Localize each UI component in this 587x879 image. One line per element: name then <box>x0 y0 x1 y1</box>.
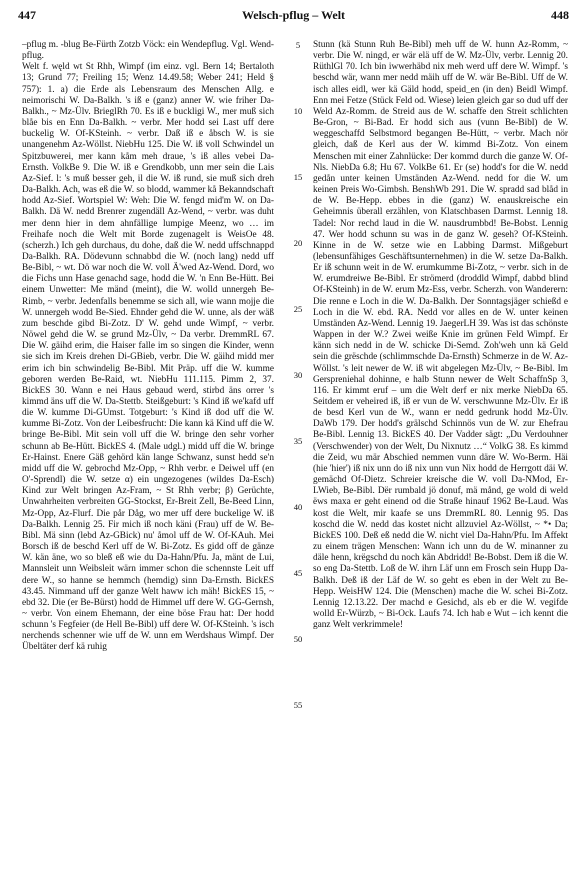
line-number: 45 <box>293 568 303 578</box>
right-entry-text: Stunn (kä Stunn Ruh Be-Bibl) meh uff de W. hunn Az-Romm, ~ verbr. Die W. ningd, er wär elä uff de W. Mz-Ülv, verbr. Lennig 20. RüthlGl 70. Ich bin iwwerhäbd nix meh werd uff dere W. Wimpf. 's beschd wär, wann mer nedd mäih uff de W. wär Be-Bibl. Uff de W. isch alles eidl, wer kä Gäld hodd, speid_en (in den) Beidl Wimpf. Enn mei Fetze (Stück Feld od. Wiese) leien gleich gar so dud uff der Weld Az-Romm. de Streid aus de W. schaffe den Streit schlichten Be-Gron, ~ Bi-Bad. Er hodd sich aus (vunn Be-Bibl) de W. weggeschaffd Selbstmord begangen Be-Hütt, ~ verbr. Mach nör gleich, daß de Kerl aus der W. kimmd Bi-Zotz. Von einem Menschen mit einer Zahnlücke: Der kommd durch die ganze W. Of-Nls. NiebDa 6.8; Hu 67. VolkBe 61. Er (se) hodd's for die W. nedd gedån unter keinen Umständen Az-Wend. nedd for die W. um keinen Preis Wo-Gimbsh. BenshWb 291. Die W. spradd sad blåd in de W. Be-Hepp. ebbes in die (ganz) W. enauskreische ein Geheimnis überall erzählen, von Klatschbasen Darmst. Lennig 18. Tadel: Nor rechd laud in die W. nausdrumbbd! Be-Bobst. Lennig 47. Wer hodd schunn su was in de ganz W. geseh? Of-KSteinh. Kinne in de W. setze wie en Labbing Darmst. Mißgeburt (lebensunfähiges Geschäftsunternehmen) in die W. setze Da-Balkh. Er iß schunn weit in de W. erumkumme Bi-Zotz, ~ verbr. sich in de W. erumdreiwe Be-Bibl. Er strömerd (droddld Wimpf, dabbd blind Of-KSteinh) in de W. erum Mz-Ess, verbr. Scherzh. von Wanderern: Die renne e Loch in die W. Da-Balkh. Der Sonntagsjäger schießd e Loch in die W. ebd. RA. Nedd vor alles en de W. unter keinen Umständen Az-Wend. Lennig 19. JaegerLH 39. Was ist das schönste Wappen in der W.? Zwei weiße Knie im grünen Feld Wimpf. Er känn sich nedd in de W. schicke Di-Semd. Zoh'weh unn kä Geld sein die grëschde (schlimmschde Da-Ernsth) Schmerze in de W. Az-Wöllst. 's leit newer de W. iß wit abgelegen Mz-Ülv, ~ Be-Bibl. Im Gerspreniehal dohinne, e halb Stunn newer de Welt SchaffnSp 3, 116. Er kimmt eruf – um die Welt derf er nix merke NiebDa 65. Seitdem er veheired iß, iß er vun de W. verschwunne Mz-Ülv. Er iß de besd Kerl vun de W., wann er nedd gedrunk hodd Mz-Ülv. DaWb 179. Der hodd's grälschd Schinnös vun de W. zur Ehefrau Be-Bibl. Lennig 13. BickES 40. Der Vadder sägt: „Du Verdouhner (Verschwender) von der Welt, Du Nixnutz …“ VolkG 38. Es kimmd die Zeid, wu mär Abschied nemmen vunn däre W. Wo-Berm. Häi (hie 'hier') iß nix unn do iß nix unn vun Nix hodd de Herrgott däi W. gemächd Of-Dietz. Schreier kreische die W. voll Da-NMod, Er-LWieb, Be-Bibl. Dër rumbald jö donuf, mä månd, ge wold di weld ëws maxa er geht einend od die Straße hinauf 1962 Be-Laud. Was kost die Welt, mir kaafe se uns DremmRL 80. Lennig 95. Das koschd die W. nedd das kostet nicht allzuviel Az-Wöllst, ~ *• Da; BickES 100. Deß eß nedd die W. nicht viel Da-Hahn/Pfu. Im Affekt zu einem trägen Menschen: Wann ich unn du de W. minanner zu däle henn, krëgschd du noch kän Abdridd! Be-Bobst. Dem iß die W. so eng Da-Stettb. Loß de W. ihrn Läf unn em Frosch sein Hupp Da-Balkh. Deß iß der Läf de W. so geht es eben in der Welt zu Be-Hepp. WeisHW 124. Die (Menschen) mache die W. schei Bi-Zotz. Lennig 12.13.22. Der machd e Gesichd, als eb er die W. vegifde wolld Er-Würzb, ~ Bi-Ock. Laufs 74. Ich hab e Wut – ich kennt die ganz Welt verkrimmele! <box>313 40 568 631</box>
line-number: 40 <box>293 502 303 512</box>
line-number: 5 <box>295 40 301 50</box>
line-number: 50 <box>293 634 303 644</box>
line-number: 55 <box>293 700 303 710</box>
left-column <box>22 40 274 654</box>
right-column <box>313 40 568 631</box>
line-numbers <box>287 40 309 840</box>
left-entry-pflug: –pflug m. -blug Be-Fürth Zotzb Vöck: ein Wendepflug. Vgl. Wend-pflug. <box>22 40 274 62</box>
line-number: 10 <box>293 106 303 116</box>
running-head-title: Welsch-pflug – Welt <box>241 8 346 22</box>
line-number: 25 <box>293 304 303 314</box>
left-entry-welt: Welt f. węld wt St Rhh, Wimpf (im einz. vgl. Bern 14; Bertaloth 13; Grund 77; Freiling 15; Wenz 14.49.58; Weber 241; Held § 757): 1. a) die Erde als Lebensraum des Menschen Allg. e neimorischi W. Da-Balkh. 's iß e (ganz) anner W. wie friher Da-Balkh., ~ Mz-Ülv. BrieglRh 70. Es iß e buckligi W., mer muß sich blåe bis en Enn Da-Balkh. ~ verbr. Mer hodd sei Last uff dere buckelig W. Of-KSteinh. ~ verbr. Daß iß e åbsch W. is sie unangenehm Az-Wöllst. NiebHu 125. Die W. iß voll Schwindel un Spitzbuwerei, mer kann kåm meh draue, 's iß alles vebei Da-Ernsth. VolkBe 9. Die W. iß e Grendkobb, unn mer sein die Lais Az-Sief. l: 's muß besser geh, il die W. iß rund, sie muß sich dreh Da-Balkh. Ach, was eß die W. so blodd, wammer kå Bekanndschaft hodd Az-Sief. Wortspiel W: Weh: Die W. fengd mid'm W. on Da-Balkh. Dä W. nedd Brenrer zugendäll Az-Wend, ~ verbr. was duht mer denn hier in dem ahnfällige lumpige Meenz, wo … im Freihafe noch die Welt mit Borde zugenagelt is WeisOe 48. (scherzh.) Ich geh durchaus, du dohe, daß die W. nedd uffschnappd Da-Balkh. RA. Dödevunn schnabbd die W. (noch lang) nedd uff Be-Bibl, ~ wt. Dö war noch die W. voll Ä'wed Az-Wend. Dord, wo die Fichs unn Hase genachd sage, hodd die W. 'n Enn Be-Hütt. Bei einem Unwetter: Me mänd (meint), die W. wolld unnergeh Be-Rimb, ~ verbr. Jedenfalls benemme se sich all, wie wann mojje die W. unnergeh wodd Be-Sied. Ehnder gehd die W. unne, als der wäß zum beschde gibd Bi-Zotz. D' W. gehd unde Wimpf, ~ verbr. Nöwel gehd die W. se grund Mz-Ülv, ~ Da verbr. DremmRL 67. Die W. gäihd erim, die Haiser falle im so singen die Kinder, wenn sie sich im Kreis drehen Di-GBieb, verbr. Die W. gäihd midd mer erim ich bin schwindelig Be-Bibl. Mit Präp. uff die W. kumme geboren werden Be-Raid, wt. NiebHu 111.115. Pimm 2, 37. BickES 30. Wann e nei Haus gebaud werd, stirbd äns orrer 's kimmd äns uff die W. Da-Stettb. Steißgeburt: 's Kind iß we'kafd uff die W. kumme Di-GUmst. Totgeburt: 's Kind iß dod uff die W. kumme Bi-Zotz. Von der Leibesfrucht: Die kann kä Kind uff die W. bringe Be-Bibl. Mit sein voll uff die W. bringe den sehr vorher schunn ab Be-Hütt. BickES 4. (Male udgl.) midd uff die W. bringe Er-Hainst. Enere Gäß gehörd kän lange Schwanz, sunst hedd se'n midd uff die W. gebrochd Mz-Opp, ~ Rhh verbr. e Deiwel uff (en O'-Sprendl) die W. setze α) ein ungezogenes (wildes Da-Esch) Kind zur Welt bringen Az-Fram, ~ St Rhh verbr; β) Gerüchte, Unwahrheiten verbreiten GG-Stockst, Er-Breit Zell, Be-Beed Linn, Mz-Opp, Az-Flurf. Die pår Dåg, wo mer uff dere buckelige W. iß Da-Balkh. Lennig 25. Fir mich iß noch käni (Frau) uff de W. Be-Bibl. Mä sinn (lebd Az-GBick) nu' åmol uff de W. Of-KAuh. Mei Borsch iß de beschd Kerl uff de W. Bi-Zotz. Es gidd off de gänze W. kän äne, wo so bleß eß wie du Da-Hahn/Pfu. Ja, mänt de Lui, Mannsleit unn Weibsleit wärn immer schon die schennste Leit uff dere W., so hanne se hemmch (hemdig) sinn Da-Ernsth. BickES 43.45. Nimmand uff der ganze Welt haww ich mäh! BickES 15, ~ ebd 32. Die (er Be-Bürst) hodd de Himmel uff dere W. GG-Gernsh, ~ verbr. Von einem Ehemann, der eine böse Frau hat: Der hodd schunn 's Fegfeier (de Hell Be-Bibl) uff dere W. Of-KSteinh. 's isch nerchends schenner wie uff de W. unn em Werdshaus Wimpf. Der Übeltäter derf kä ruhig <box>22 62 274 653</box>
line-number: 20 <box>293 238 303 248</box>
line-number: 35 <box>293 436 303 446</box>
line-number: 30 <box>293 370 303 380</box>
page-number-right: 448 <box>551 8 569 22</box>
page-number-left: 447 <box>18 8 36 22</box>
line-number: 15 <box>293 172 303 182</box>
page-header <box>18 8 569 24</box>
